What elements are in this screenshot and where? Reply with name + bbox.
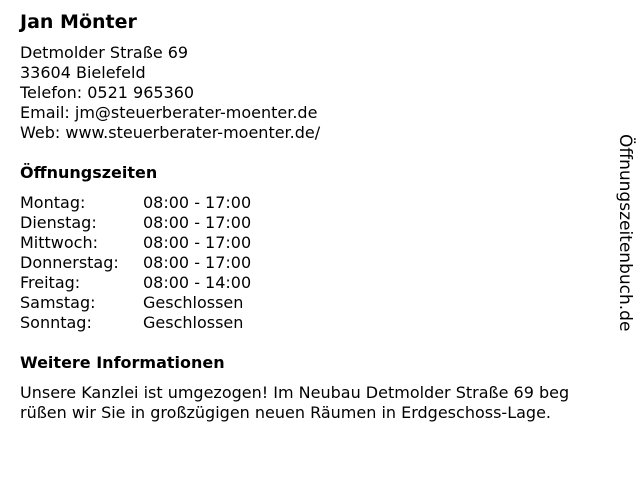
- contact-block: [20, 43, 610, 143]
- hours-day: Donnerstag:: [20, 253, 119, 272]
- address-city: 33604 Bielefeld: [20, 63, 146, 82]
- more-info-text: [20, 383, 620, 423]
- more-info-heading: Weitere Informationen: [20, 353, 225, 372]
- opening-hours-heading: Öffnungszeiten: [20, 163, 158, 182]
- hours-row: [20, 213, 251, 233]
- sidebar-brand-label: Öffnungszeitenbuch.de: [615, 134, 635, 332]
- hours-row: [20, 273, 251, 293]
- hours-day: Dienstag:: [20, 213, 97, 232]
- hours-time: Geschlossen: [143, 293, 244, 312]
- hours-row: [20, 233, 251, 253]
- business-name: Jan Mönter: [20, 11, 137, 33]
- hours-row: [20, 293, 251, 313]
- hours-time: 08:00 - 17:00: [143, 213, 252, 232]
- hours-day: Samstag:: [20, 293, 96, 312]
- hours-time: 08:00 - 17:00: [143, 193, 252, 212]
- opening-hours-table: [20, 193, 251, 333]
- phone-number: Telefon: 0521 965360: [20, 83, 195, 102]
- hours-day: Montag:: [20, 193, 86, 212]
- hours-row: [20, 313, 251, 333]
- more-info-line: Unsere Kanzlei ist umgezogen! Im Neubau Detmolder Straße 69 beg: [20, 383, 570, 402]
- hours-time: 08:00 - 17:00: [143, 253, 252, 272]
- hours-row: [20, 193, 251, 213]
- more-info-line: rüßen wir Sie in großzügigen neuen Räumen in Erdgeschoss-Lage.: [20, 403, 551, 422]
- email-address: Email: jm@steuerberater-moenter.de: [20, 103, 318, 122]
- hours-row: [20, 253, 251, 273]
- hours-time: 08:00 - 17:00: [143, 233, 252, 252]
- hours-time: 08:00 - 14:00: [143, 273, 252, 292]
- hours-day: Sonntag:: [20, 313, 92, 332]
- business-card: [20, 10, 610, 423]
- address-street: Detmolder Straße 69: [20, 43, 189, 62]
- website-url: Web: www.steuerberater-moenter.de/: [20, 123, 321, 142]
- hours-day: Mittwoch:: [20, 233, 98, 252]
- hours-time: Geschlossen: [143, 313, 244, 332]
- hours-day: Freitag:: [20, 273, 81, 292]
